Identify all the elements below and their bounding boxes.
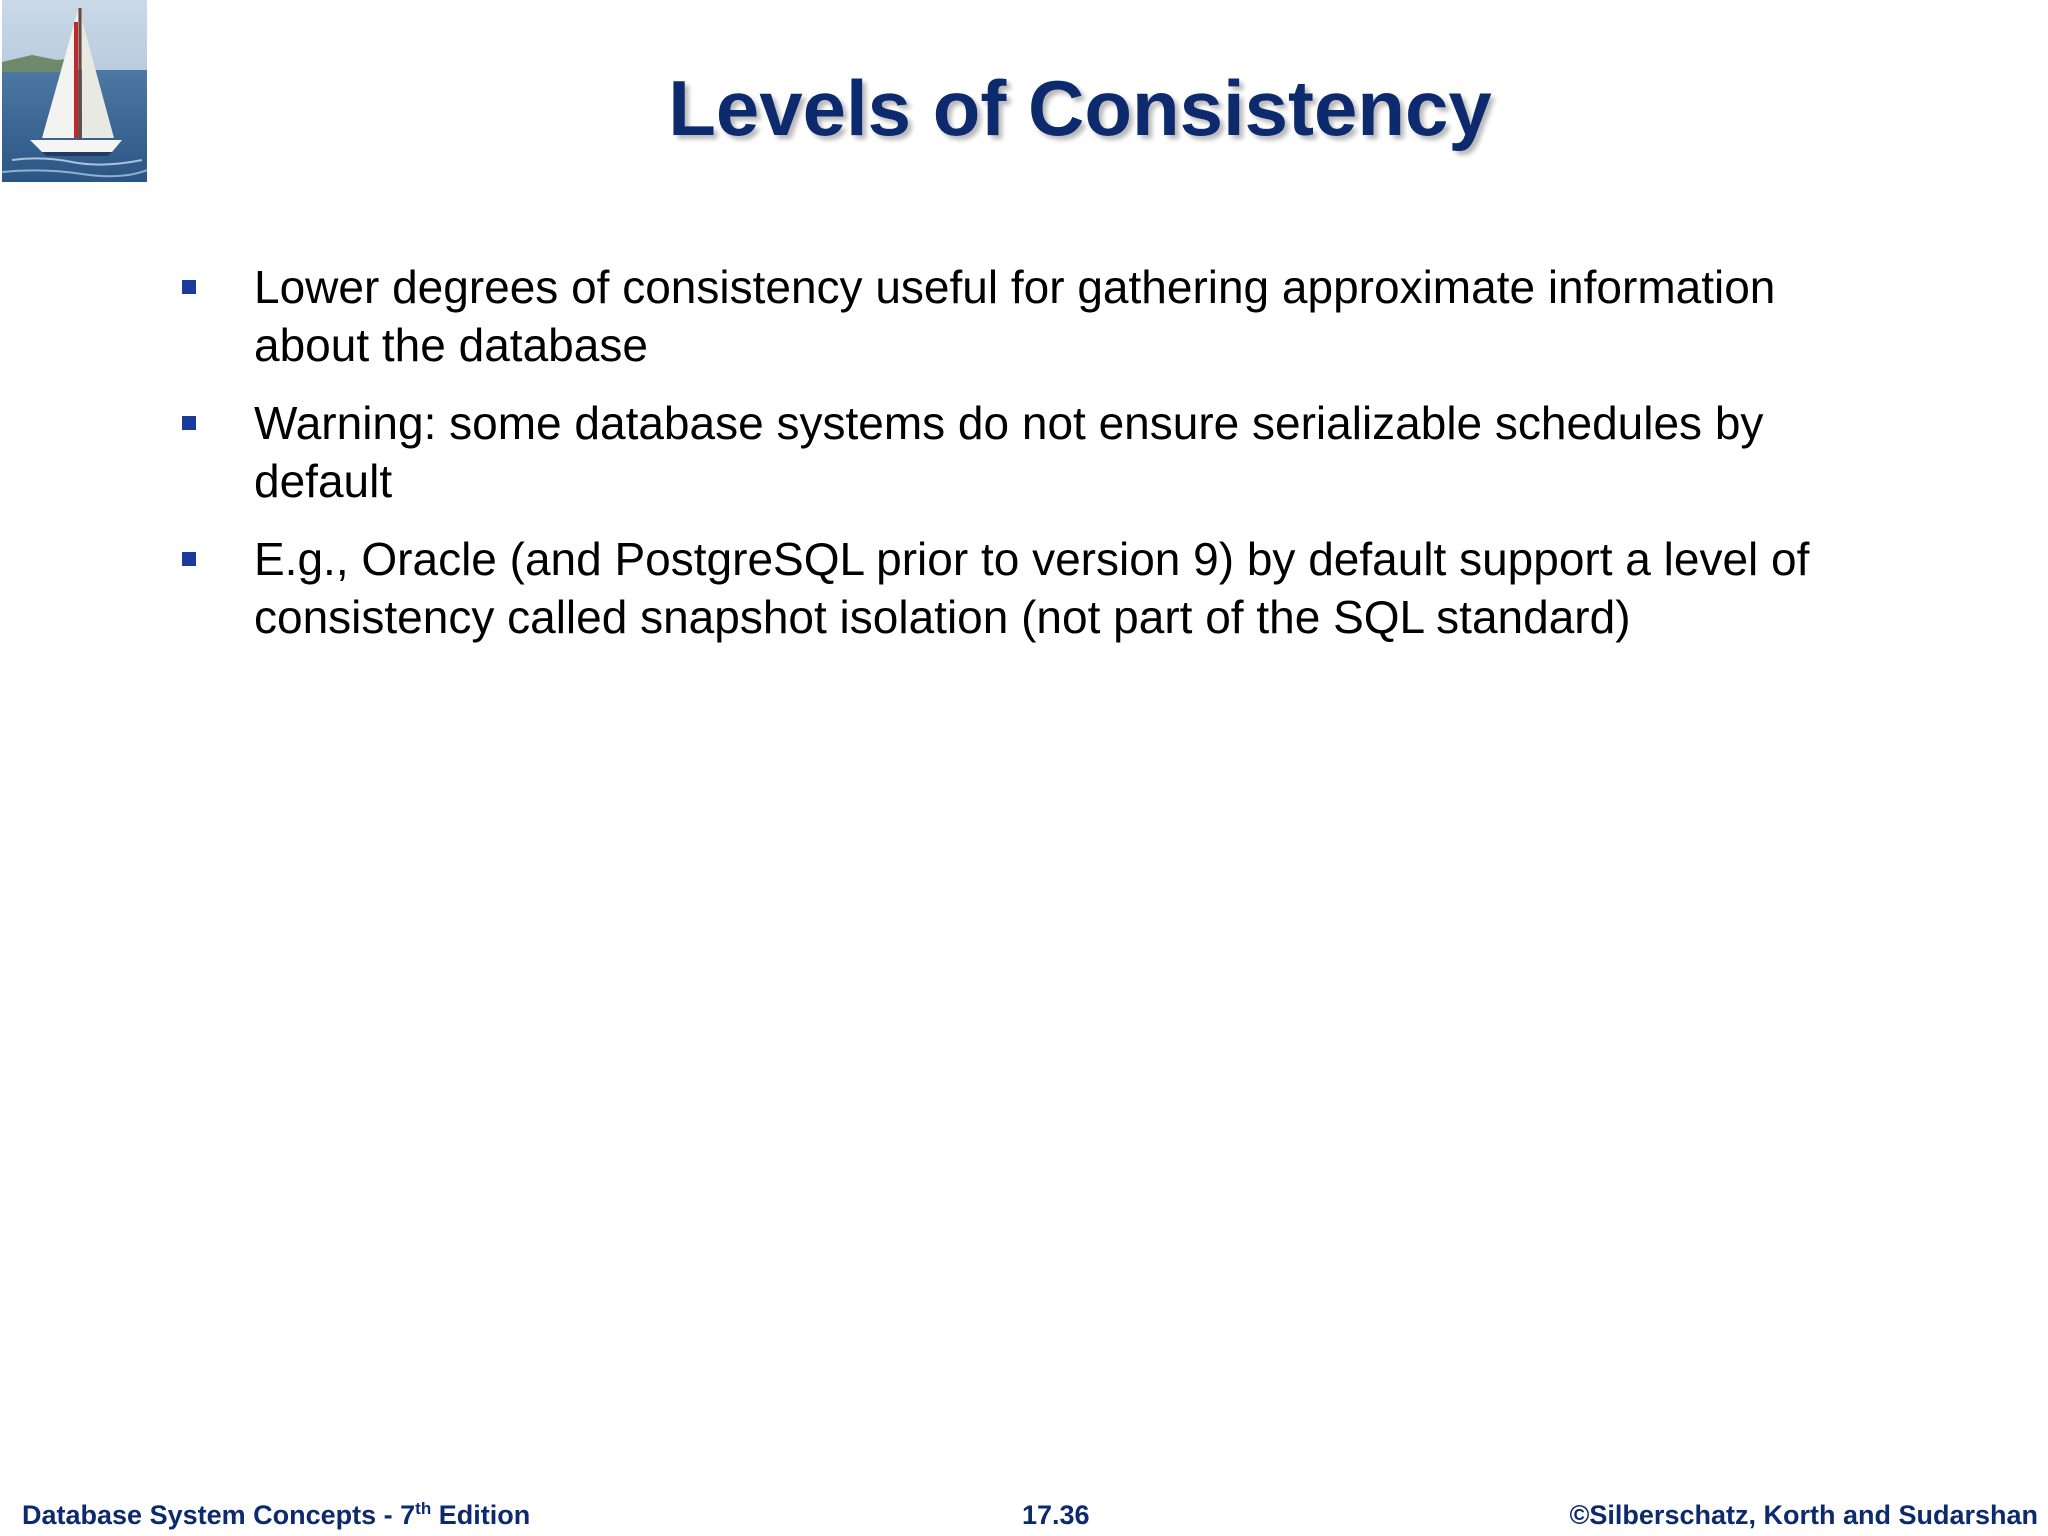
- square-bullet-icon: [182, 280, 196, 294]
- bullet-list: [180, 258, 1880, 666]
- bullet-item: [180, 530, 1880, 646]
- footer-book-superscript: th: [415, 1499, 432, 1518]
- sailboat-logo-image: [2, 0, 147, 182]
- square-bullet-icon: [182, 552, 196, 566]
- square-bullet-icon: [182, 416, 196, 430]
- bullet-item: [180, 258, 1880, 374]
- footer-page-number: 17.36: [1022, 1500, 1090, 1530]
- slide-title: Levels of Consistency: [668, 64, 1492, 152]
- bullet-text: Warning: some database systems do not ensure serializable schedules by default: [254, 397, 1764, 507]
- footer-book-suffix: Edition: [431, 1500, 531, 1530]
- bullet-item: [180, 394, 1880, 510]
- footer-book-prefix: Database System Concepts - 7: [22, 1500, 416, 1530]
- bullet-text: Lower degrees of consistency useful for gathering approximate information about the database: [254, 261, 1776, 371]
- footer-copyright: ©Silberschatz, Korth and Sudarshan: [1569, 1500, 2038, 1530]
- footer-book-title: [22, 1498, 530, 1532]
- bullet-text: E.g., Oracle (and PostgreSQL prior to version 9) by default support a level of consistency called snapshot isolation (not part of the SQL standard): [254, 533, 1810, 643]
